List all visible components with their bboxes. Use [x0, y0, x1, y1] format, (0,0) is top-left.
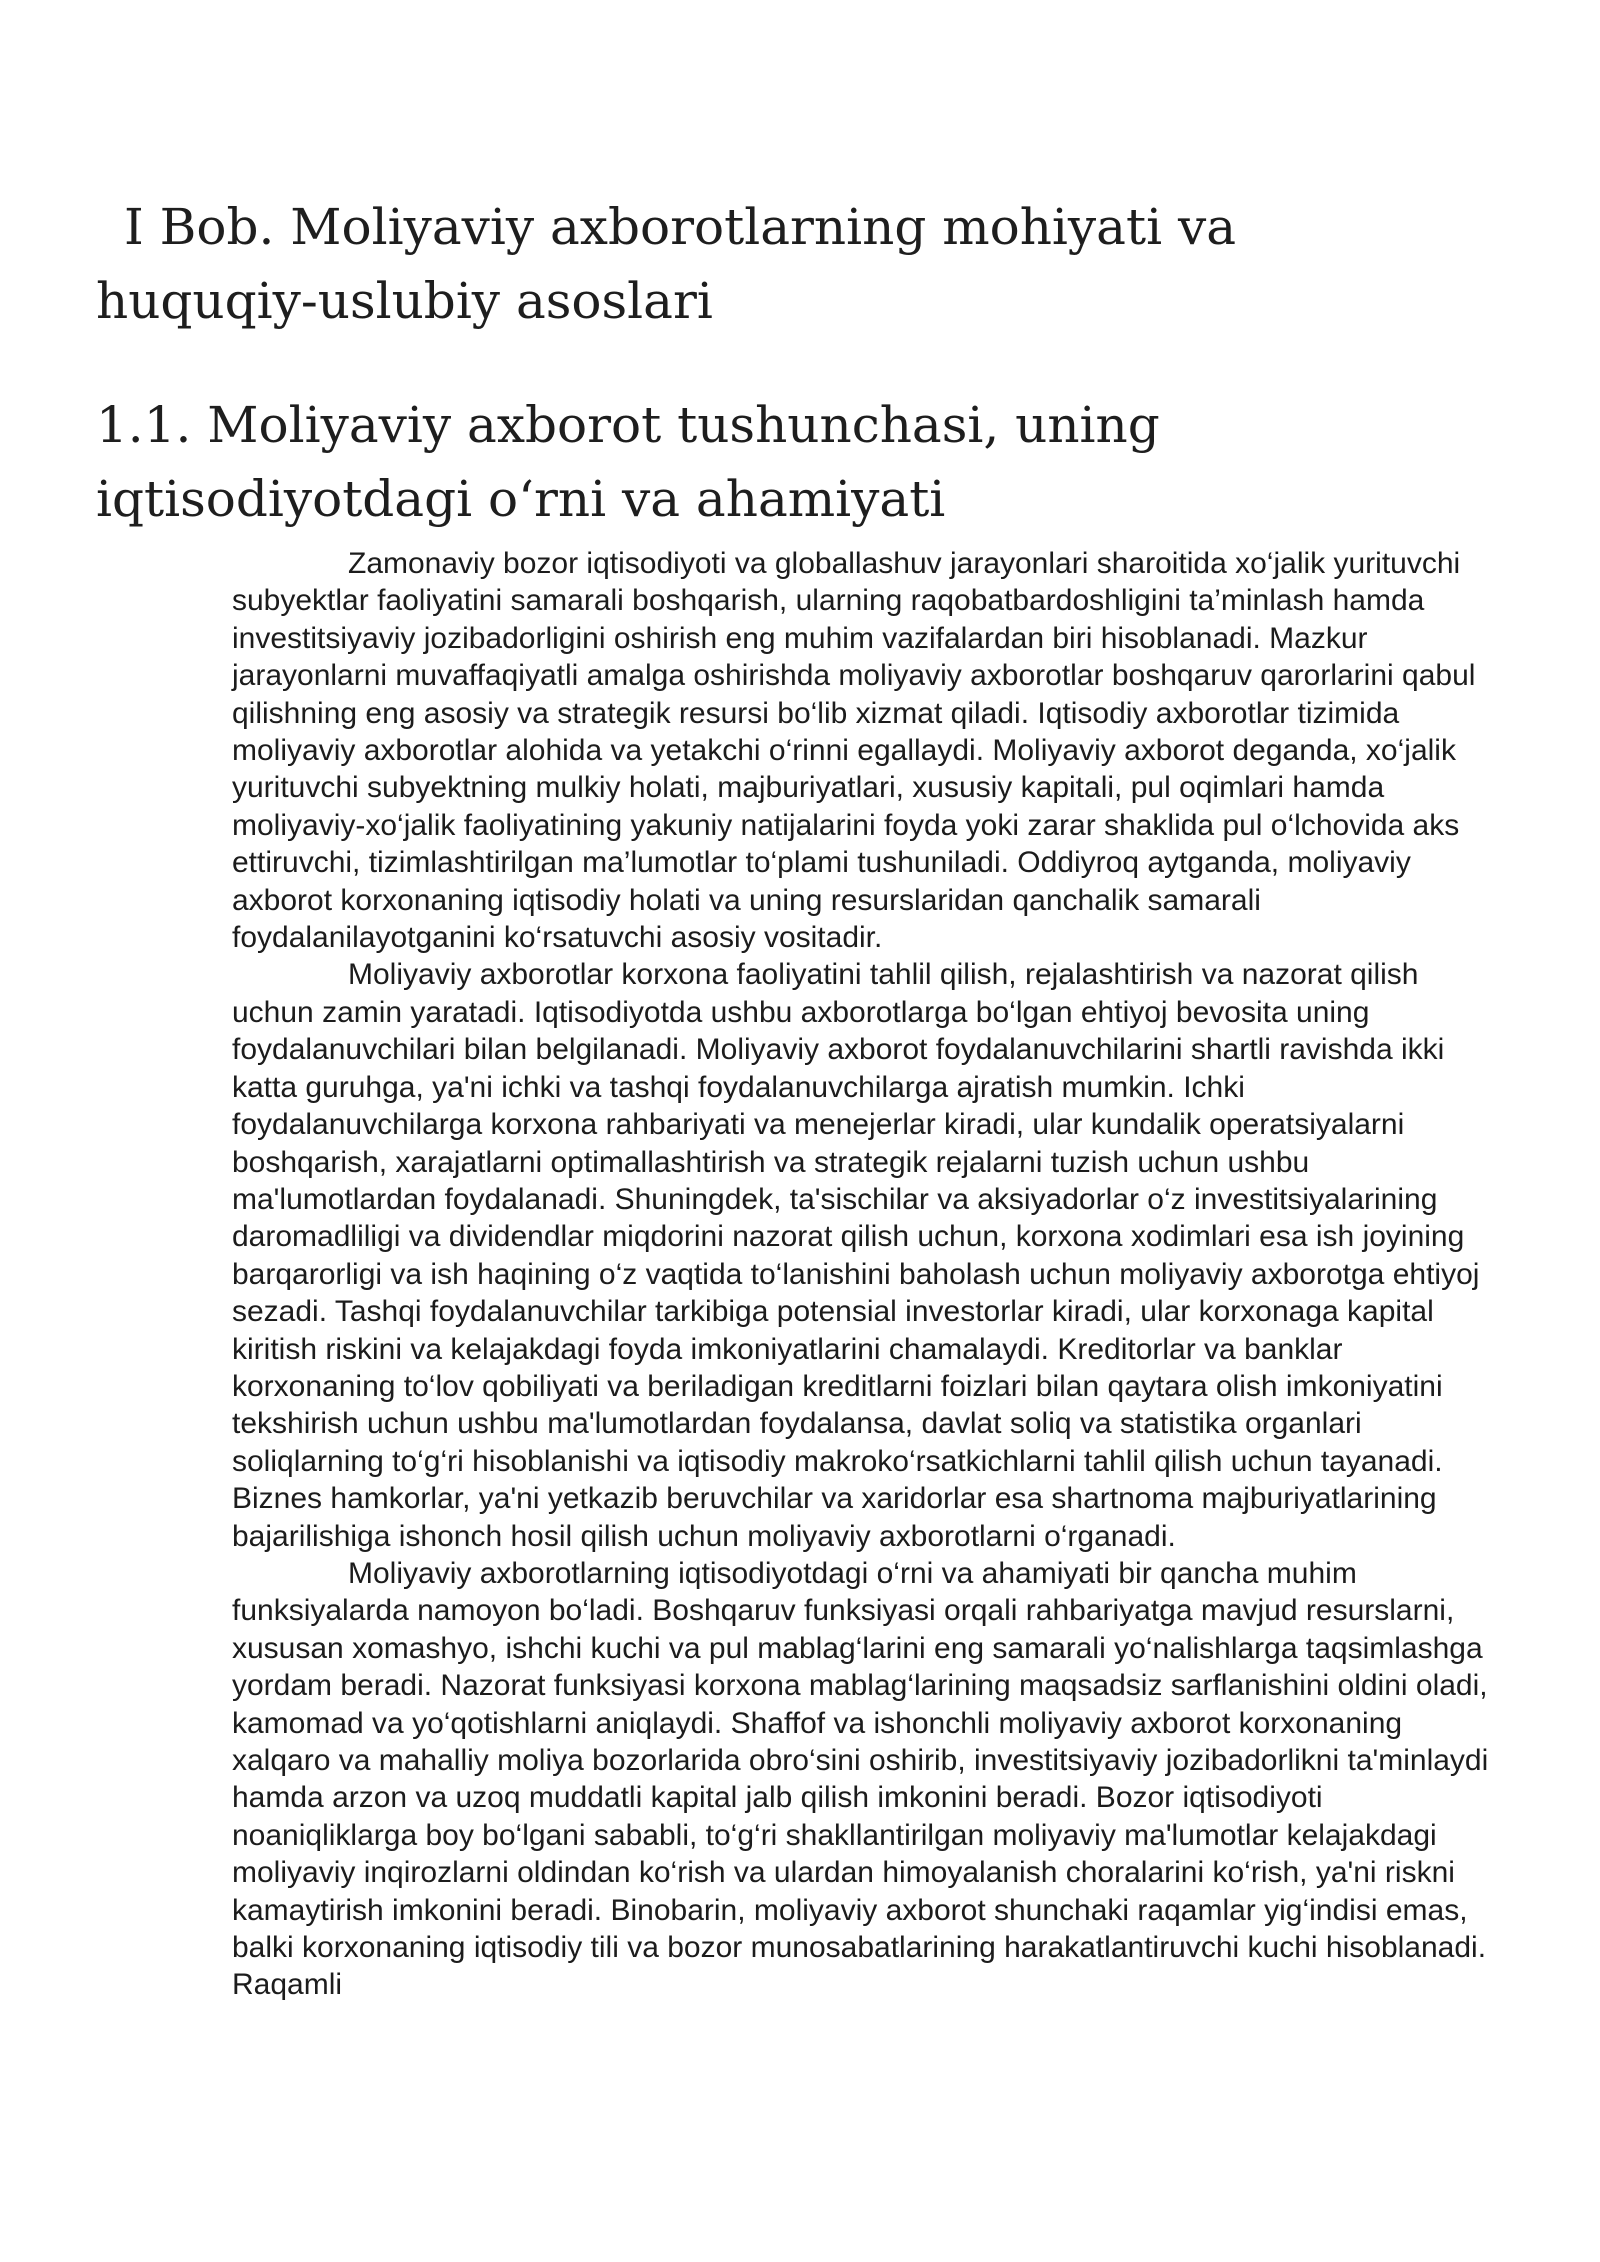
- chapter-title: I Bob. Moliyaviy axborotlarning mohiyati va huquqiy-uslubiy asoslari: [96, 198, 1237, 330]
- body-paragraph: Moliyaviy axborotlar korxona faoliyatini tahlil qilish, rejalashtirish va nazorat qilish uchun zamin yaratadi. Iqtisodiyotda ushbu axborotlarga bo‘lgan ehtiyoj bevosita uning foydalanuvchilari bilan belgilanadi. Moliyaviy axborot foydalanuvchilarini shartli ravishda ikki katta guruhga, ya'ni ichki va tashqi foydalanuvchilarga ajratish mumkin. Ichki foydalanuvchilarga korxona rahbariyati va menejerlar kiradi, ular kundalik operatsiyalarni boshqarish, xarajatlarni optimallashtirish va strategik rejalarni tuzish uchun ushbu ma'lumotlardan foydalanadi. Shuningdek, ta'sischilar va aksiyadorlar o‘z investitsiyalarining daromadliligi va dividendlar miqdorini nazorat qilish uchun, korxona xodimlari esa ish joyining barqarorligi va ish haqining o‘z vaqtida to‘lanishini baholash uchun moliyaviy axborotga ehtiyoj sezadi. Tashqi foydalanuvchilar tarkibiga potensial investorlar kiradi, ular korxonaga kapital kiritish riskini va kelajakdagi foyda imkoniyatlarini chamalaydi. Kreditorlar va banklar korxonaning to‘lov qobiliyati va beriladigan kreditlarni foizlari bilan qaytara olish imkoniyatini tekshirish uchun ushbu ma'lumotlardan foydalansa, davlat soliq va statistika organlari soliqlarning to‘g‘ri hisoblanishi va iqtisodiy makroko‘rsatkichlarni tahlil qilish uchun tayanadi. Biznes hamkorlar, ya'ni yetkazib beruvchilar va xaridorlar esa shartnoma majburiyatlarining bajarilishiga ishonch hosil qilish uchun moliyaviy axborotlarni o‘rganadi.: [232, 958, 1480, 1553]
- section-title: 1.1. Moliyaviy axborot tushunchasi, uning iqtisodiyotdagi o‘rni va ahamiyati: [96, 396, 1160, 528]
- body-paragraph: Moliyaviy axborotlarning iqtisodiyotdagi o‘rni va ahamiyati bir qancha muhim funksiyalarda namoyon bo‘ladi. Boshqaruv funksiyasi orqali rahbariyatga mavjud resurslarni, xususan xomashyo, ishchi kuchi va pul mablag‘larini eng samarali yo‘nalishlarga taqsimlashga yordam beradi. Nazorat funksiyasi korxona mablag‘larining maqsadsiz sarflanishini oldini oladi, kamomad va yo‘qotishlarni aniqlaydi. Shaffof va ishonchli moliyaviy axborot korxonaning xalqaro va mahalliy moliya bozorlarida obro‘sini oshirib, investitsiyaviy jozibadorlikni ta'minlaydi hamda arzon va uzoq muddatli kapital jalb qilish imkonini beradi. Bozor iqtisodiyoti noaniqliklarga boy bo‘lgani sababli, to‘g‘ri shakllantirilgan moliyaviy ma'lumotlar kelajakdagi moliyaviy inqirozlarni oldindan ko‘rish va ulardan himoyalanish choralarini ko‘rish, ya'ni riskni kamaytirish imkonini beradi. Binobarin, moliyaviy axborot shunchaki raqamlar yig‘indisi emas, balki korxonaning iqtisodiy tili va bozor munosabatlarining harakatlantiruvchi kuchi hisoblanadi. Raqamli: [232, 1556, 1489, 2002]
- body-paragraph: Zamonaviy bozor iqtisodiyoti va globallashuv jarayonlari sharoitida xo‘jalik yurituvchi subyektlar faoliyatini samarali boshqarish, ularning raqobatbardoshligini ta’minlash hamda investitsiyaviy jozibadorligini oshirish eng muhim vazifalardan biri hisoblanadi. Mazkur jarayonlarni muvaffaqiyatli amalga oshirishda moliyaviy axborotlar boshqaruv qarorlarini qabul qilishning eng asosiy va strategik resursi bo‘lib xizmat qiladi. Iqtisodiy axborotlar tizimida moliyaviy axborotlar alohida va yetakchi o‘rinni egallaydi. Moliyaviy axborot deganda, xo‘jalik yurituvchi subyektning mulkiy holati, majburiyatlari, xususiy kapitali, pul oqimlari hamda moliyaviy-xo‘jalik faoliyatining yakuniy natijalarini foyda yoki zarar shaklida pul o‘lchovida aks ettiruvchi, tizimlashtirilgan ma’lumotlar to‘plami tushuniladi. Oddiyroq aytganda, moliyaviy axborot korxonaning iqtisodiy holati va uning resurslaridan qanchalik samarali foydalanilayotganini ko‘rsatuvchi asosiy vositadir.: [232, 547, 1476, 955]
- body-text: [232, 545, 1500, 2004]
